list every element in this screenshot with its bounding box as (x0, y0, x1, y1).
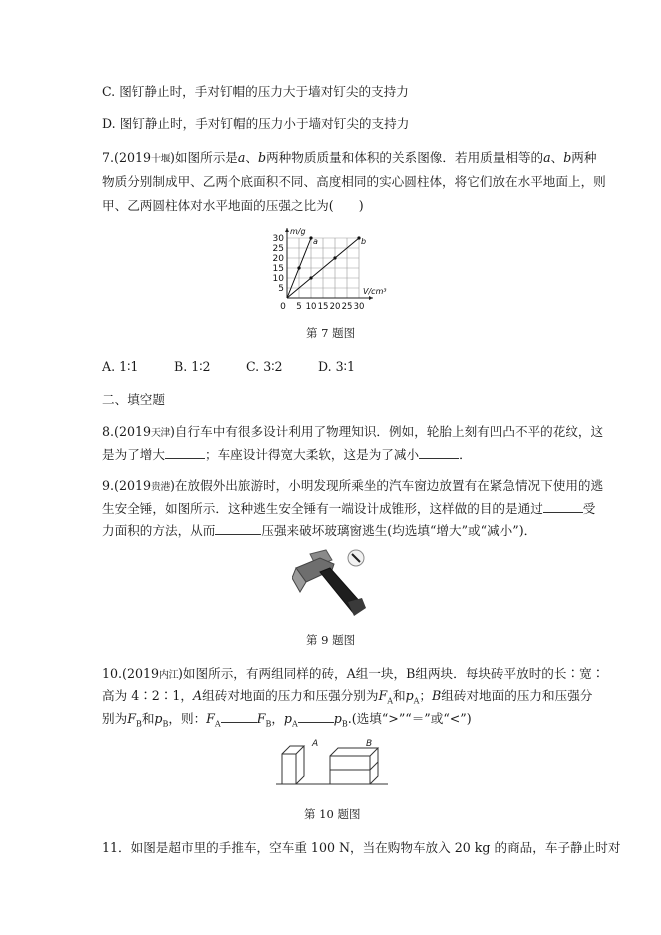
x-tick-label: 0 (280, 302, 286, 312)
q7-line1: 7.(2019十堰)如图所示是a、b两种物质质量和体积的关系图像．若用质量相等的a、b两种 (102, 150, 597, 165)
q10-line2: 高为 4∶2∶1，A组砖对地面的压力和压强分别为$F_A$和$p_A$；B组砖对地面的压力和压强分 (102, 688, 593, 706)
q8-line2: 是为了增大 ；车座设计得宽大柔软，这是为了减小 ． (102, 447, 472, 462)
q7-line2: 物质分别制成甲、乙两个底面积不同、高度相同的实心圆柱体，将它们放在水平地面上，则 (102, 174, 606, 189)
q9-blank-1[interactable] (543, 500, 583, 513)
q9-line3: 力面积的方法，从而 压强来破坏玻璃窗逃生(均选填“增大”或“减小”)． (102, 523, 537, 538)
q11-line1: 11．如图是超市里的手推车，空车重 100 N，当在购物车放入 20 kg 的商品，车子静止时对 (102, 840, 621, 855)
q7-option-c[interactable]: C. 3∶2 (246, 359, 283, 374)
brick-group-b (330, 748, 378, 784)
series-point-b (309, 276, 312, 279)
y-tick-label: 10 (272, 274, 284, 284)
series-point-b (333, 256, 336, 259)
brick-group-a (282, 746, 304, 784)
q10-line3: 别为$F_B$和$p_B$，则：$F_A$ $F_B$，$p_A$ $p_B$.(选填“>”“＝”或“<”) (102, 711, 472, 729)
q9-caption: 第 9 题图 (306, 633, 356, 647)
q8-blank-1[interactable] (165, 446, 205, 459)
section-heading: 二、填空题 (102, 392, 165, 407)
q7-caption: 第 7 题图 (306, 326, 356, 340)
q7-option-b[interactable]: B. 1∶2 (174, 359, 211, 374)
safety-hammer-image (292, 548, 368, 620)
x-axis-label: V/cm³ (363, 287, 387, 296)
y-tick-label: 5 (278, 284, 284, 294)
q7-options (102, 359, 355, 375)
y-axis-label: m/g (290, 227, 306, 236)
q7-option-a[interactable]: A. 1∶1 (102, 359, 139, 374)
q8-line1: 8.(2019天津)自行车中有很多设计利用了物理知识．例如，轮胎上刻有凹凸不平的花纹，这 (102, 424, 604, 439)
q10-blank-1[interactable] (221, 710, 257, 723)
label-b: B (366, 739, 373, 749)
y-tick-label: 30 (272, 234, 284, 244)
bricks-figure (276, 736, 388, 788)
x-tick-label: 10 (305, 302, 317, 312)
x-tick-label: 5 (296, 302, 302, 312)
x-tick-label: 20 (329, 302, 341, 312)
q9-line2: 生安全锤，如图所示．这种逃生安全锤有一端设计成锥形，这样做的目的是通过 受 (102, 501, 596, 516)
chart-series (287, 236, 361, 298)
q6-option-d: D. 图钉静止时，手对钉帽的压力小于墙对钉尖的支持力 (102, 116, 410, 131)
y-tick-label: 25 (272, 244, 284, 254)
q7-option-d[interactable]: D. 3∶1 (318, 359, 355, 374)
q7-mass-volume-chart (265, 224, 395, 312)
q7-line3: 甲、乙两圆柱体对水平地面的压强之比为( ) (102, 198, 364, 213)
x-tick-label: 15 (317, 302, 329, 312)
series-point-a (297, 266, 300, 269)
q8-blank-2[interactable] (419, 446, 459, 459)
label-a: A (312, 739, 319, 749)
y-axis-arrow (285, 228, 289, 232)
x-tick-label: 25 (341, 302, 353, 312)
q10-blank-2[interactable] (298, 710, 334, 723)
q9-line1: 9.(2019贵港)在放假外出旅游时，小明发现所乘坐的汽车窗边放置有在紧急情况下使用的逃 (102, 478, 604, 493)
x-tick-label: 30 (353, 302, 365, 312)
q6-option-c: C. 图钉静止时，手对钉帽的压力大于墙对钉尖的支持力 (102, 84, 409, 99)
series-label-a: a (313, 237, 318, 246)
y-tick-label: 20 (272, 254, 284, 264)
q10-line1: 10.(2019内江)如图所示，有两组同样的砖，A组一块，B组两块．每块砖平放时的长∶宽∶ (102, 666, 605, 681)
q10-caption: 第 10 题图 (304, 807, 361, 821)
series-label-b: b (361, 237, 367, 246)
x-axis-arrow (369, 296, 373, 300)
y-tick-label: 15 (272, 264, 284, 274)
q9-blank-2[interactable] (215, 522, 261, 535)
